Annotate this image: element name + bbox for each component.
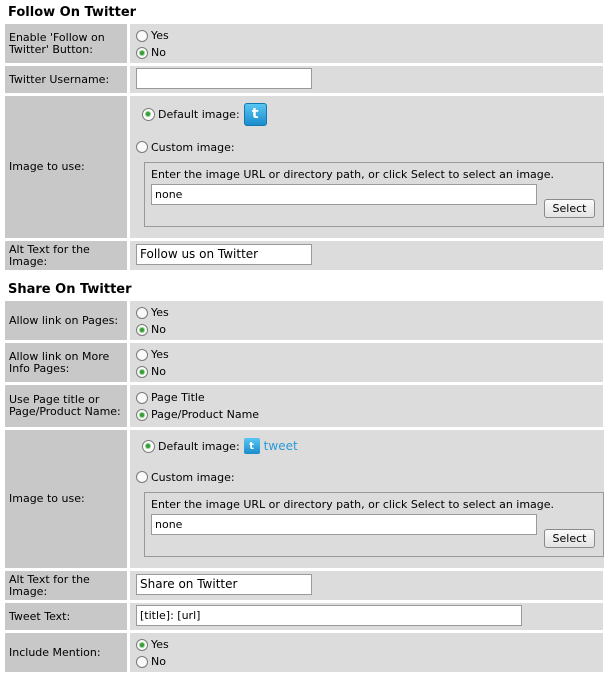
follow-default-image-radio[interactable] (142, 108, 155, 121)
share-section-title: Share On Twitter (8, 282, 132, 297)
include-mention-yes-radio[interactable] (136, 639, 148, 651)
use-title-label: Use Page title or Page/Product Name: (5, 385, 127, 427)
tweet-button-image: tweet (263, 439, 298, 453)
follow-section-title: Follow On Twitter (8, 5, 137, 20)
include-mention-row (5, 633, 603, 672)
follow-alt-text-input[interactable]: Follow us on Twitter (136, 244, 312, 265)
follow-image-label: Image to use: (5, 96, 127, 238)
share-alt-text-label: Alt Text for the Image: (5, 571, 127, 600)
follow-custom-image-option[interactable]: Custom image: (136, 138, 604, 156)
tweet-text-row (5, 603, 603, 630)
allow-more-info-label: Allow link on More Info Pages: (5, 343, 127, 382)
share-custom-image-box (144, 492, 604, 557)
follow-alt-text-label: Alt Text for the Image: (5, 241, 127, 270)
include-mention-no-radio[interactable] (136, 656, 148, 668)
allow-pages-row (5, 301, 603, 340)
allow-pages-label: Allow link on Pages: (5, 301, 127, 340)
allow-pages-yes-option[interactable]: Yes (136, 304, 603, 321)
follow-custom-image-radio[interactable] (136, 141, 148, 153)
enable-follow-yes-option[interactable]: Yes (136, 27, 603, 44)
enable-follow-no-radio[interactable] (136, 47, 148, 59)
twitter-username-input[interactable] (136, 68, 312, 89)
twitter-username-label: Twitter Username: (5, 66, 127, 93)
follow-custom-image-box (144, 162, 604, 227)
share-default-image-radio[interactable] (142, 440, 155, 453)
allow-more-info-yes-option[interactable]: Yes (136, 346, 603, 363)
twitter-username-row (5, 66, 603, 93)
share-image-label: Image to use: (5, 430, 127, 568)
allow-pages-no-option[interactable]: No (136, 321, 603, 338)
follow-default-image-option[interactable]: Default image: t (142, 102, 604, 126)
share-image-row (5, 430, 603, 568)
enable-follow-yes-radio[interactable] (136, 30, 148, 42)
enable-follow-label: Enable 'Follow on Twitter' Button: (5, 24, 127, 63)
share-custom-image-radio[interactable] (136, 471, 148, 483)
allow-more-info-yes-radio[interactable] (136, 349, 148, 361)
share-image-path-input[interactable]: none (151, 514, 537, 535)
page-title-radio[interactable] (136, 392, 148, 404)
page-product-name-radio[interactable] (136, 409, 148, 421)
include-mention-no-option[interactable]: No (136, 653, 603, 670)
allow-more-info-no-radio[interactable] (136, 366, 148, 378)
follow-alt-text-row (5, 241, 603, 270)
follow-image-row (5, 96, 603, 238)
allow-pages-no-radio[interactable] (136, 324, 148, 336)
include-mention-yes-option[interactable]: Yes (136, 636, 603, 653)
tweet-text-input[interactable]: [title]: [url] (136, 605, 522, 626)
share-image-hint: Enter the image URL or directory path, or click Select to select an image. (151, 498, 555, 511)
tweet-text-label: Tweet Text: (5, 603, 127, 630)
share-default-image-option[interactable]: Default image: t tweet (142, 436, 604, 456)
allow-pages-yes-radio[interactable] (136, 307, 148, 319)
page-product-name-option[interactable]: Page/Product Name (136, 406, 603, 423)
follow-select-button[interactable]: Select (544, 199, 595, 218)
enable-follow-no-option[interactable]: No (136, 44, 603, 61)
use-title-row (5, 385, 603, 427)
follow-settings-table (5, 24, 603, 270)
share-alt-text-row (5, 571, 603, 600)
share-alt-text-input[interactable]: Share on Twitter (136, 574, 312, 595)
twitter-bird-small-icon: t (244, 438, 260, 454)
twitter-bird-icon: t (244, 103, 267, 126)
follow-image-hint: Enter the image URL or directory path, or click Select to select an image. (151, 168, 555, 181)
enable-follow-row (5, 24, 603, 63)
share-settings-table (5, 301, 603, 672)
follow-image-path-input[interactable]: none (151, 184, 537, 205)
share-select-button[interactable]: Select (544, 529, 595, 548)
page-title-option[interactable]: Page Title (136, 389, 603, 406)
share-custom-image-option[interactable]: Custom image: (136, 468, 604, 486)
include-mention-label: Include Mention: (5, 633, 127, 672)
allow-more-info-no-option[interactable]: No (136, 363, 603, 380)
allow-more-info-row (5, 343, 603, 382)
